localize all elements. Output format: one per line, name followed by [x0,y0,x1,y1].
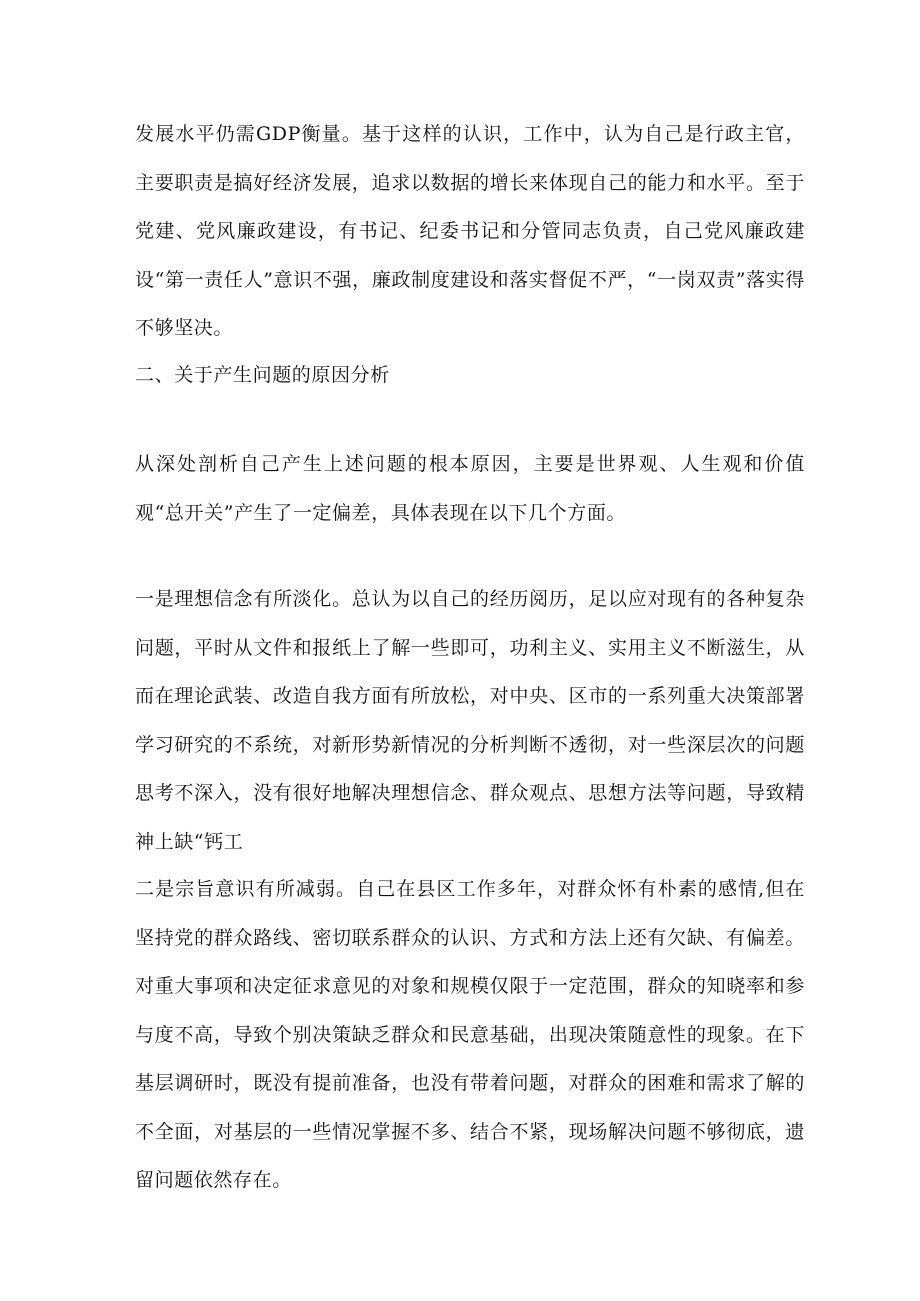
paragraph-gdp-measure: 发展水平仍需GDP衡量。基于这样的认识，工作中，认为自己是行政主官，主要职责是搞好经济发展，追求以数据的增长来体现自己的能力和水平。至于党建、党风廉政建设，有书记、纪委书记和分管同志负责，自己党风廉政建设“第一责任人”意识不强，廉政制度建设和落实督促不严，“一岗双责”落实得不够坚决。 [135,123,805,339]
section-heading-cause-analysis: 二、关于产生问题的原因分析 [135,364,390,386]
paragraph-ideals-beliefs: 一是理想信念有所淡化。总认为以自己的经历阅历，足以应对现有的各种复杂问题，平时从文件和报纸上了解一些即可，功利主义、实用主义不断滋生，从而在理论武装、改造自我方面有所放松，对中央、区市的一系列重大决策部署学习研究的不系统，对新形势新情况的分析判断不透彻，对一些深层次的问题思考不深入，没有很好地解决理想信念、群众观点、思想方法等问题，导致精神上缺“钙工 [135,588,805,853]
paragraph-purpose-awareness: 二是宗旨意识有所减弱。自己在县区工作多年，对群众怀有朴素的感情,但在坚持党的群众路线、密切联系群众的认识、方式和方法上还有欠缺、有偏差。对重大事项和决定征求意见的对象和规模仅限于一定范围，群众的知晓率和参与度不高，导致个别决策缺乏群众和民意基础，出现决策随意性的现象。在下基层调研时，既没有提前准备，也没有带着问题，对群众的困难和需求了解的不全面，对基层的一些情况掌握不多、结合不紧，现场解决问题不够彻底，遗留问题依然存在。 [135,878,805,1191]
paragraph-root-cause: 从深处剖析自己产生上述问题的根本原因，主要是世界观、人生观和价值观“总开关”产生了一定偏差，具体表现在以下几个方面。 [135,453,805,524]
